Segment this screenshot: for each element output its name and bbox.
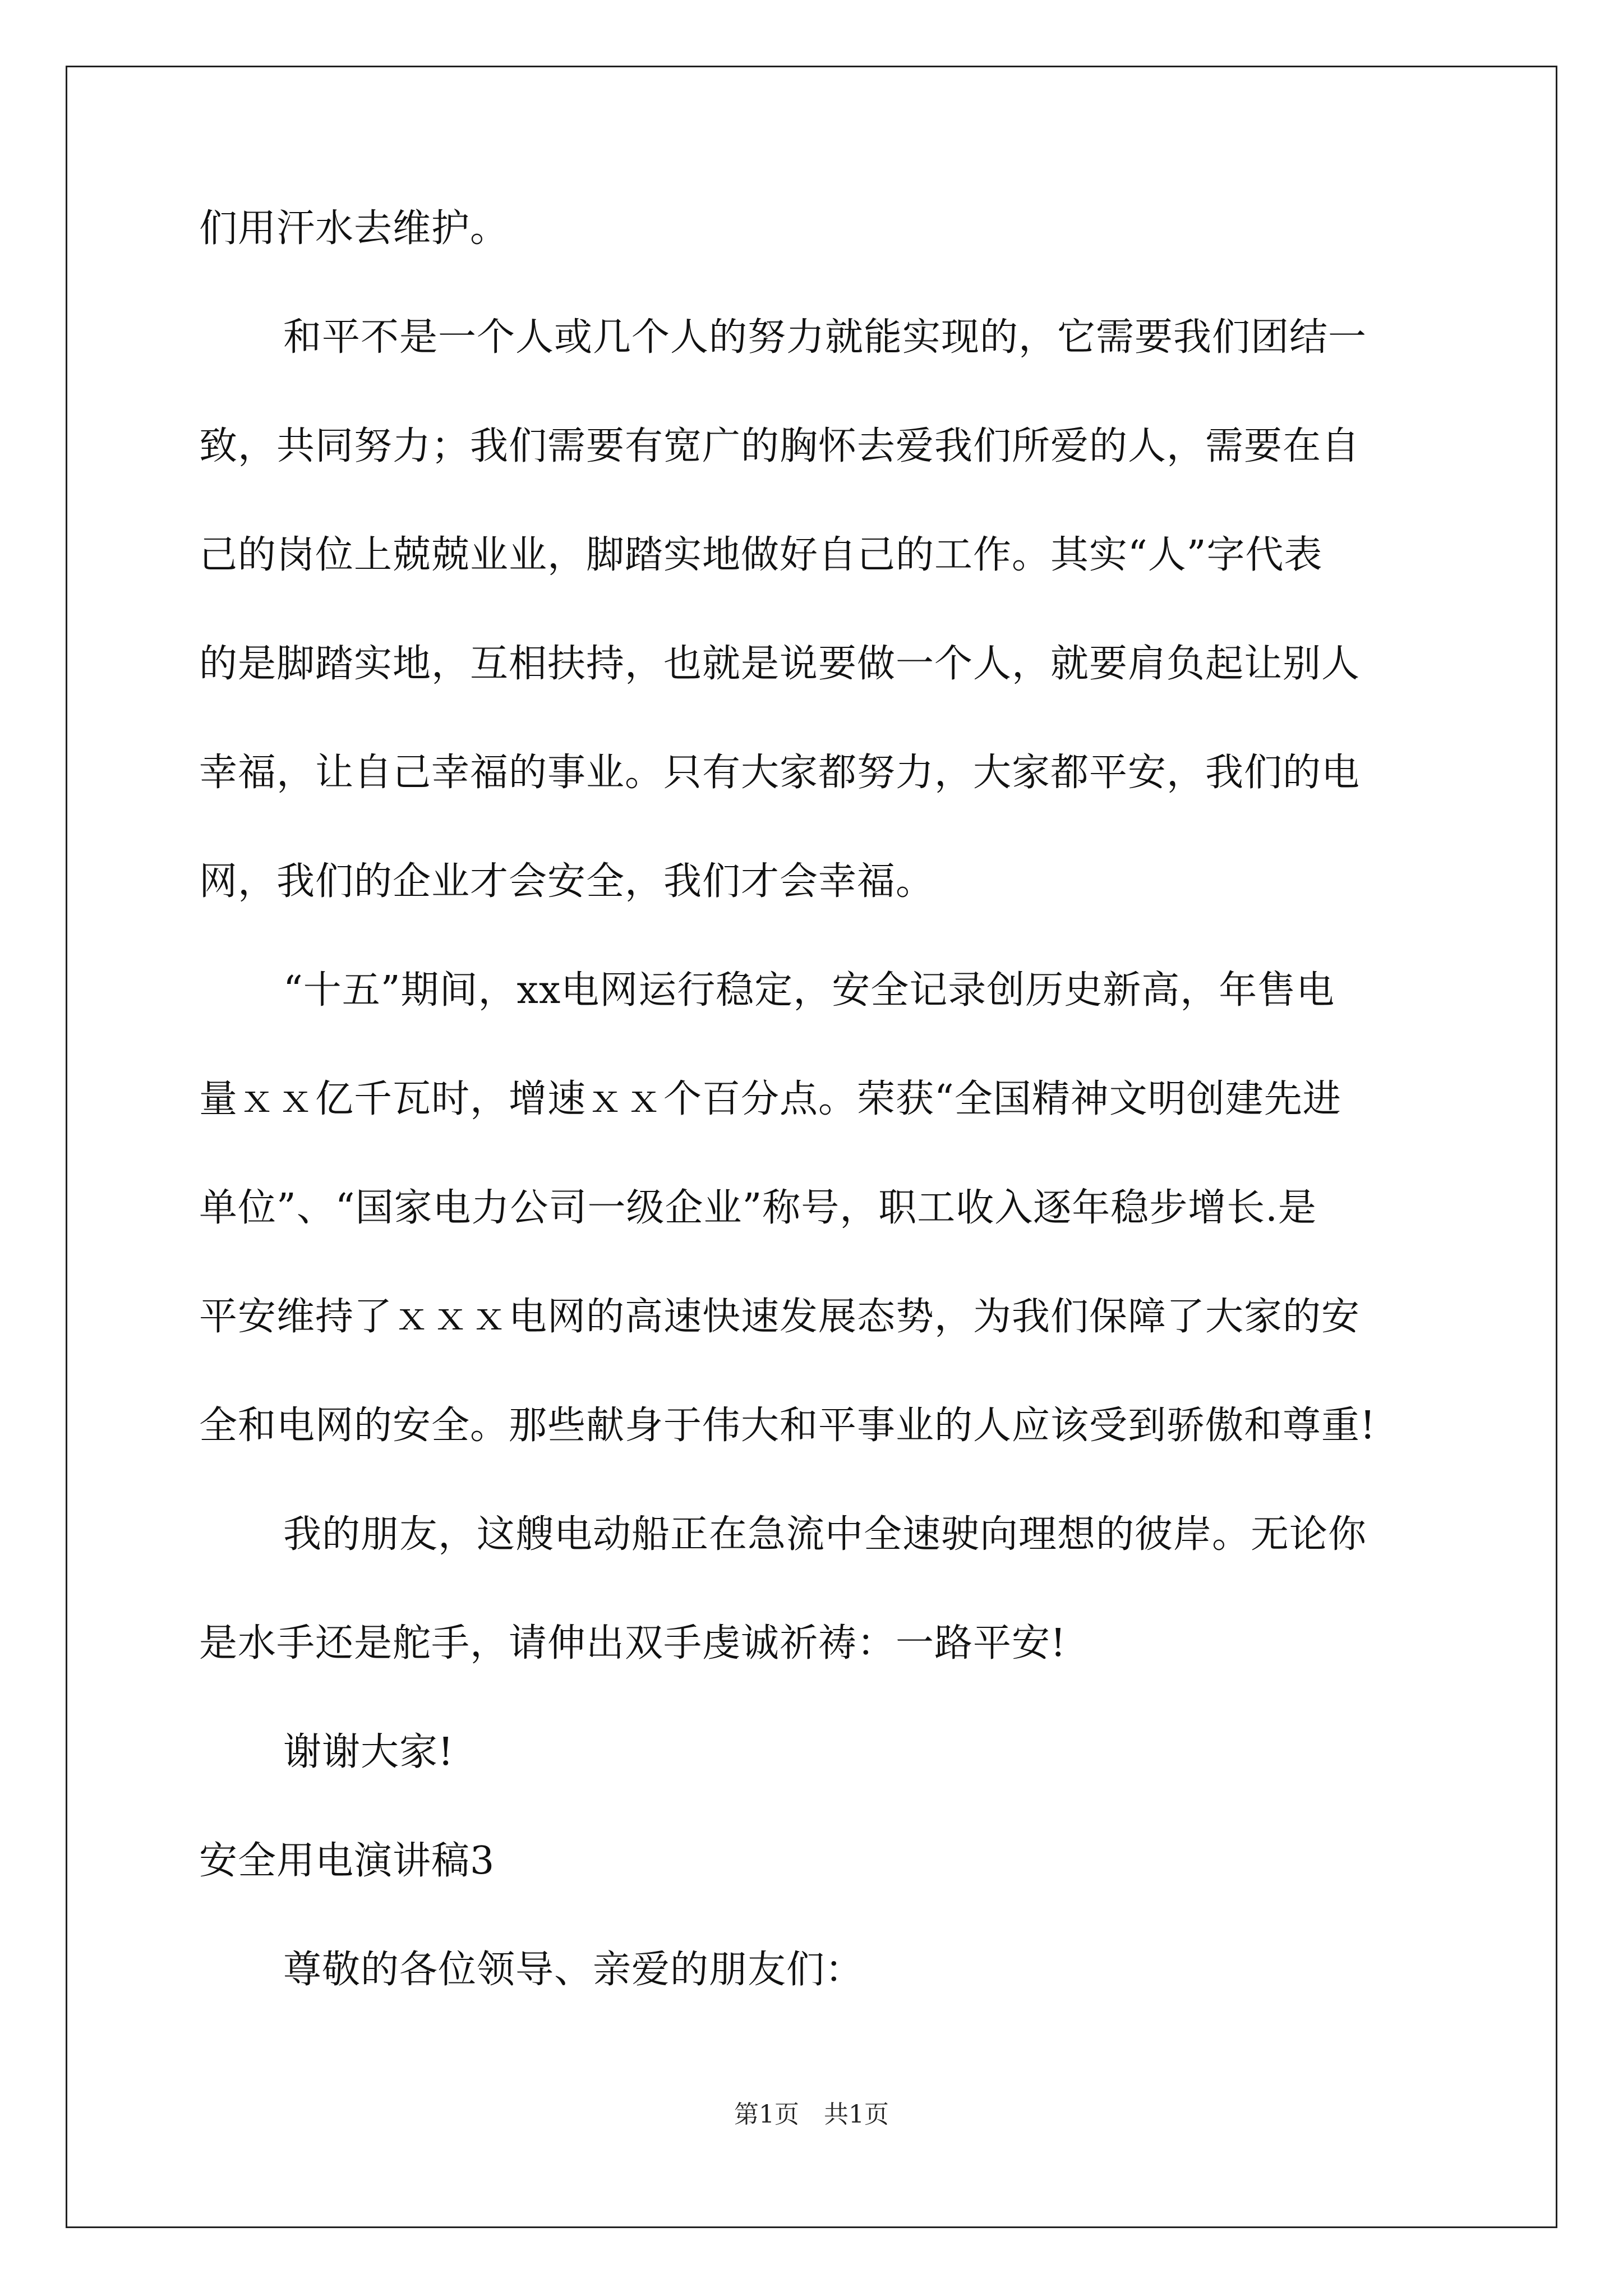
text-line: 全和电网的安全。那些献身于伟大和平事业的人应该受到骄傲和尊重! [199,1404,1376,1448]
text-line: 单位”、“国家电力公司一级企业”称号，职工收入逐年稳步增长.是 [199,1186,1317,1230]
salutation-line: 尊敬的各位领导、亲爱的朋友们： [283,1948,864,1992]
text-line: 是水手还是舵手，请伸出双手虔诚祈祷：一路平安! [199,1621,1067,1665]
text-line: 平安维持了ｘｘｘ电网的高速快速发展态势，为我们保障了大家的安 [199,1295,1361,1339]
text-line: 们用汗水去维护。 [199,206,509,251]
text-line: 网，我们的企业才会安全，我们才会幸福。 [199,859,935,904]
paragraph-start-line: 和平不是一个人或几个人的努力就能实现的，它需要我们团结一 [283,315,1367,360]
text-line: 量ｘｘ亿千瓦时，增速ｘｘ个百分点。荣获“全国精神文明创建先进 [199,1077,1341,1121]
text-line: 的是脚踏实地，互相扶持，也就是说要做一个人，就要肩负起让别人 [199,642,1361,686]
page-footer: 第1页 共1页 [734,2100,889,2129]
text-line: 己的岗位上兢兢业业，脚踏实地做好自己的工作。其实“人”字代表 [199,533,1323,577]
paragraph-start-line: “十五”期间，xx电网运行稳定，安全记录创历史新高，年售电 [283,968,1335,1013]
closing-line: 谢谢大家! [283,1730,454,1774]
page-frame [66,66,1557,2228]
text-line: 致，共同努力；我们需要有宽广的胸怀去爱我们所爱的人，需要在自 [199,424,1361,468]
section-heading: 安全用电演讲稿3 [199,1839,495,1883]
paragraph-start-line: 我的朋友，这艘电动船正在急流中全速驶向理想的彼岸。无论你 [283,1512,1367,1557]
text-line: 幸福，让自己幸福的事业。只有大家都努力，大家都平安，我们的电 [199,751,1361,795]
